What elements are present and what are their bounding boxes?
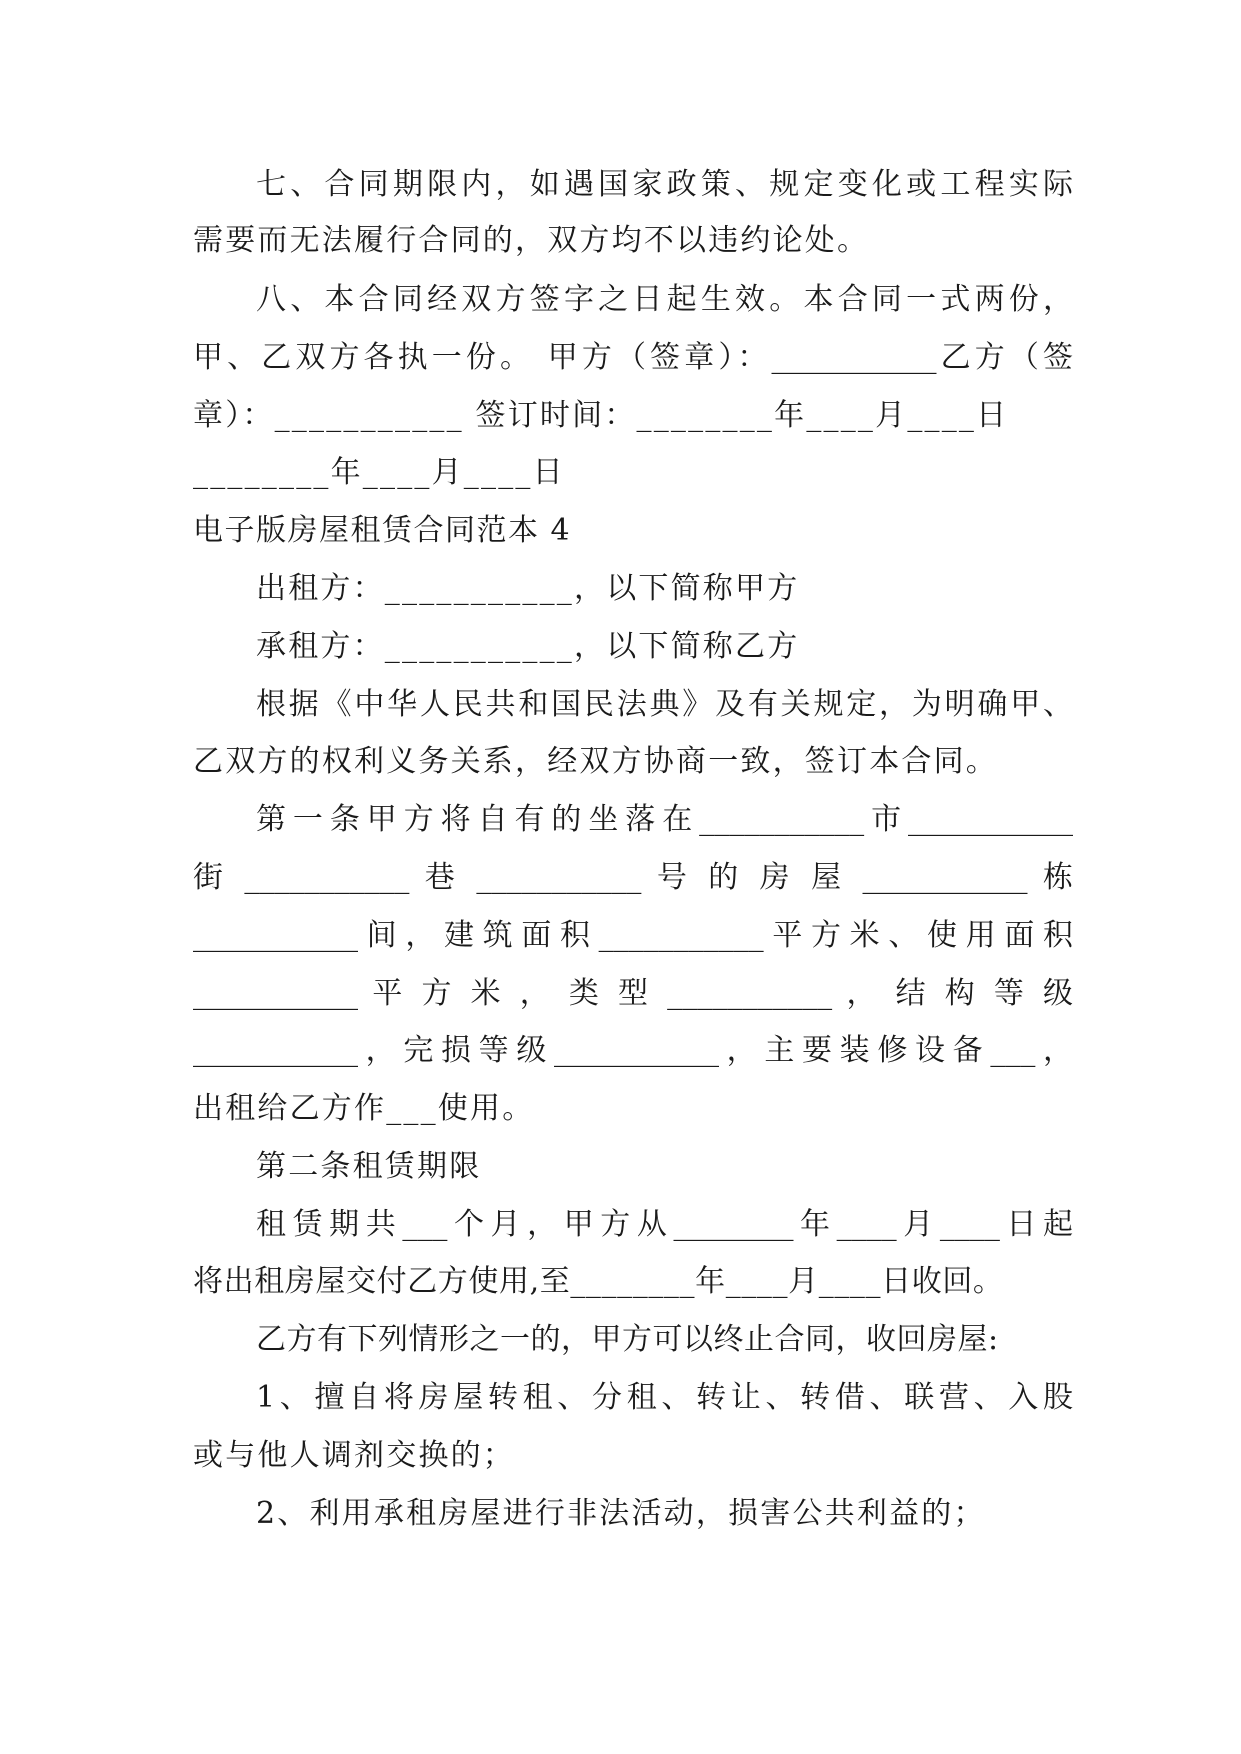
text-line: 2、利用承租房屋进行非法活动，损害公共利益的； bbox=[256, 1496, 986, 1531]
text-line: 章）：___________ 签订时间：________年____月____日 bbox=[193, 398, 1009, 433]
text-line: 八、本合同经双方签字之日起生效。本合同一式两份， bbox=[256, 282, 1073, 317]
text-line: 根据《中华人民共和国民法典》及有关规定，为明确甲、 bbox=[256, 687, 1073, 722]
text-line: 街 ___________ 巷 ___________ 号 的 房 屋 ___________ 栋 bbox=[193, 860, 1073, 895]
article-heading: 第二条租赁期限 bbox=[256, 1149, 482, 1184]
text-line: ___________间，建筑面积___________平方米、使用面积 bbox=[193, 918, 1073, 953]
text-line: 七、合同期限内，如遇国家政策、规定变化或工程实际 bbox=[256, 167, 1073, 202]
text-line: 甲、乙双方各执一份。 甲方（签章）：___________乙方（签 bbox=[193, 340, 1073, 375]
section-title: 电子版房屋租赁合同范本 4 bbox=[193, 513, 572, 548]
text-line: ___________，完损等级___________，主要装修设备___， bbox=[193, 1033, 1073, 1068]
text-line: 1、擅自将房屋转租、分租、转让、转借、联营、入股 bbox=[256, 1380, 1073, 1415]
text-line: 出租给乙方作___使用。 bbox=[193, 1091, 535, 1126]
text-line: 承租方：___________，以下简称乙方 bbox=[256, 629, 800, 664]
text-line: 需要而无法履行合同的，双方均不以违约论处。 bbox=[193, 223, 870, 258]
text-line: ___________ 平 方 米 ， 类 型 ___________ ， 结 构 等 级 bbox=[193, 976, 1073, 1011]
text-line: ________年____月____日 bbox=[193, 455, 565, 490]
text-line: 租赁期共___个月，甲方从________年____月____日起 bbox=[256, 1207, 1073, 1242]
text-line: 或与他人调剂交换的； bbox=[193, 1438, 515, 1473]
text-line: 出租方：___________，以下简称甲方 bbox=[256, 571, 800, 606]
text-line: 乙双方的权利义务关系，经双方协商一致，签订本合同。 bbox=[193, 744, 998, 779]
text-line: 将出租房屋交付乙方使用,至________年____月____日收回。 bbox=[193, 1264, 1004, 1299]
text-line: 乙方有下列情形之一的，甲方可以终止合同，收回房屋: bbox=[256, 1322, 999, 1357]
text-line: 第一条甲方将自有的坐落在___________市___________ bbox=[256, 802, 1073, 837]
